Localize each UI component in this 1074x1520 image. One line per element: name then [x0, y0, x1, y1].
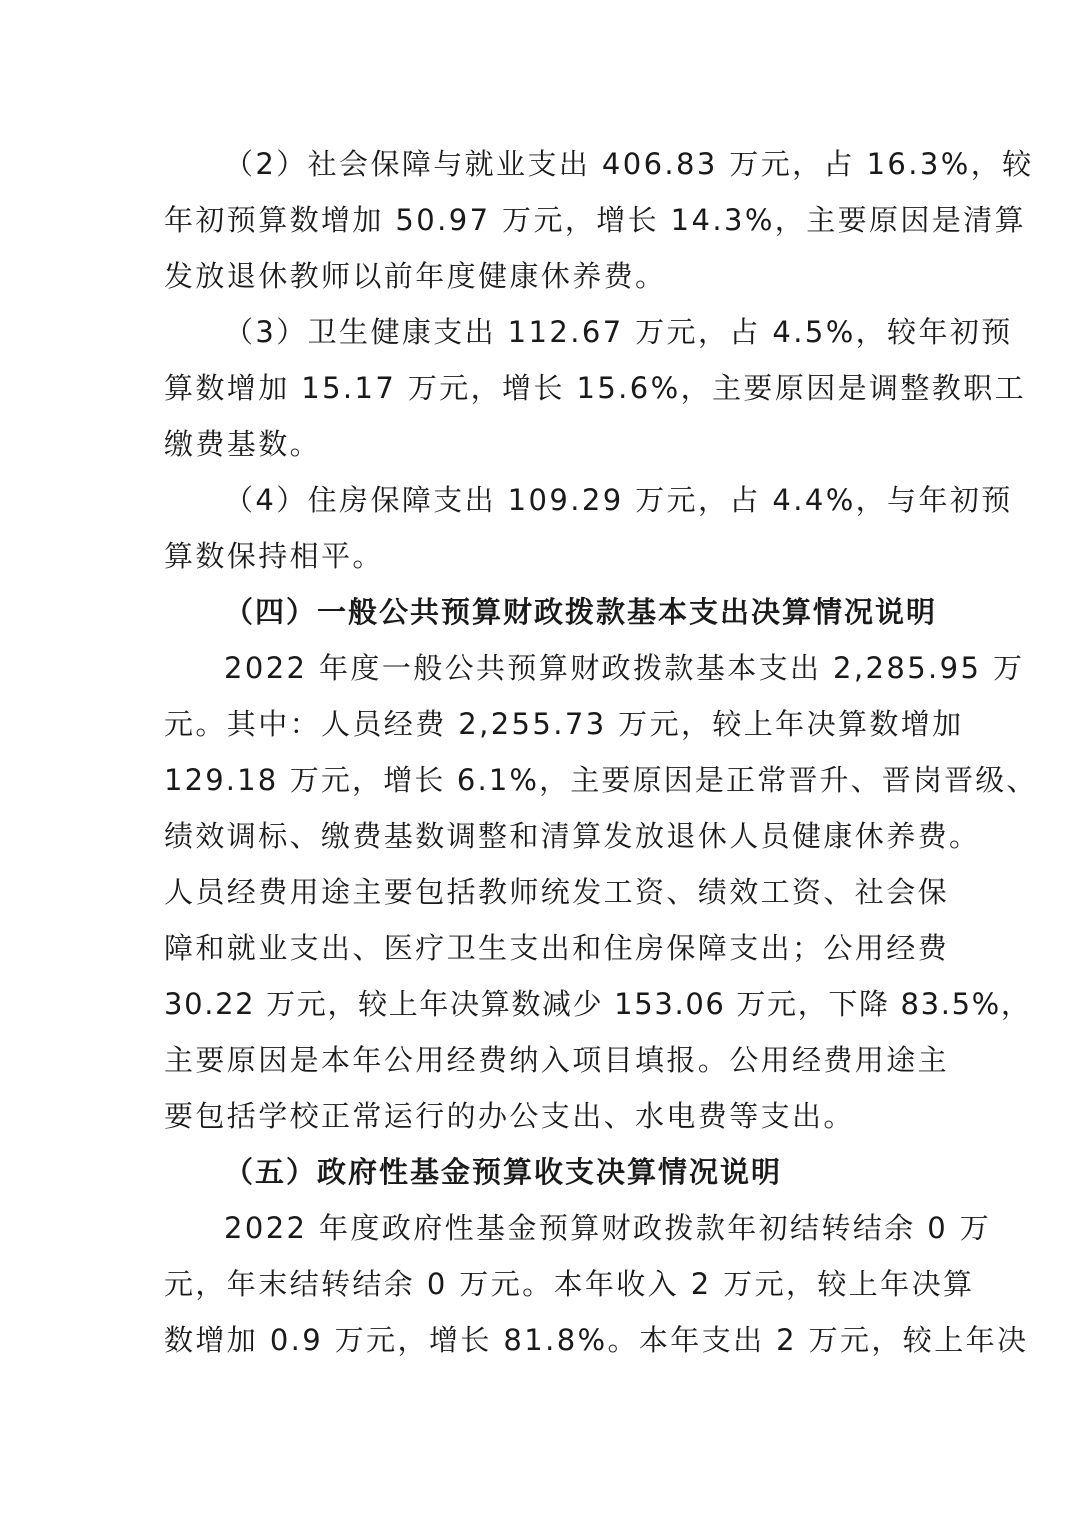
paragraph-line: 绩效调标、缴费基数调整和清算发放退休人员健康休养费。: [164, 819, 981, 853]
paragraph-line: （2）社会保障与就业支出 406.83 万元，占 16.3%，较: [224, 147, 1034, 181]
section-heading: （四）一般公共预算财政拨款基本支出决算情况说明: [224, 595, 938, 629]
paragraph-line: 30.22 万元，较上年决算数减少 153.06 万元，下降 83.5%，: [164, 987, 1032, 1021]
paragraph-line: 2022 年度一般公共预算财政拨款基本支出 2,285.95 万: [224, 651, 1025, 685]
paragraph-line: 主要原因是本年公用经费纳入项目填报。公用经费用途主: [164, 1043, 950, 1077]
paragraph-line: 元。其中：人员经费 2,255.73 万元，较上年决算数增加: [164, 707, 964, 741]
section-heading: （五）政府性基金预算收支决算情况说明: [224, 1155, 783, 1189]
paragraph-line: （3）卫生健康支出 112.67 万元，占 4.5%，较年初预: [224, 315, 1013, 349]
paragraph-line: 算数保持相平。: [164, 539, 384, 573]
paragraph-line: 人员经费用途主要包括教师统发工资、绩效工资、社会保: [164, 875, 950, 909]
paragraph-line: 年初预算数增加 50.97 万元，增长 14.3%，主要原因是清算: [164, 203, 1027, 237]
paragraph-line: 算数增加 15.17 万元，增长 15.6%，主要原因是调整教职工: [164, 371, 1027, 405]
paragraph-line: 缴费基数。: [164, 427, 322, 461]
paragraph-line: 2022 年度政府性基金预算财政拨款年初结转结余 0 万: [224, 1211, 992, 1245]
paragraph-line: 数增加 0.9 万元，增长 81.8%。本年支出 2 万元，较上年决: [164, 1323, 1029, 1357]
paragraph-line: 元，年末结转结余 0 万元。本年收入 2 万元，较上年决算: [164, 1267, 975, 1301]
paragraph-line: 129.18 万元，增长 6.1%，主要原因是正常晋升、晋岗晋级、: [164, 763, 1038, 797]
paragraph-line: 要包括学校正常运行的办公支出、水电费等支出。: [164, 1099, 855, 1133]
paragraph-line: 发放退休教师以前年度健康休养费。: [164, 259, 667, 293]
paragraph-line: （4）住房保障支出 109.29 万元，占 4.4%，与年初预: [224, 483, 1013, 517]
paragraph-line: 障和就业支出、医疗卫生支出和住房保障支出；公用经费: [164, 931, 950, 965]
